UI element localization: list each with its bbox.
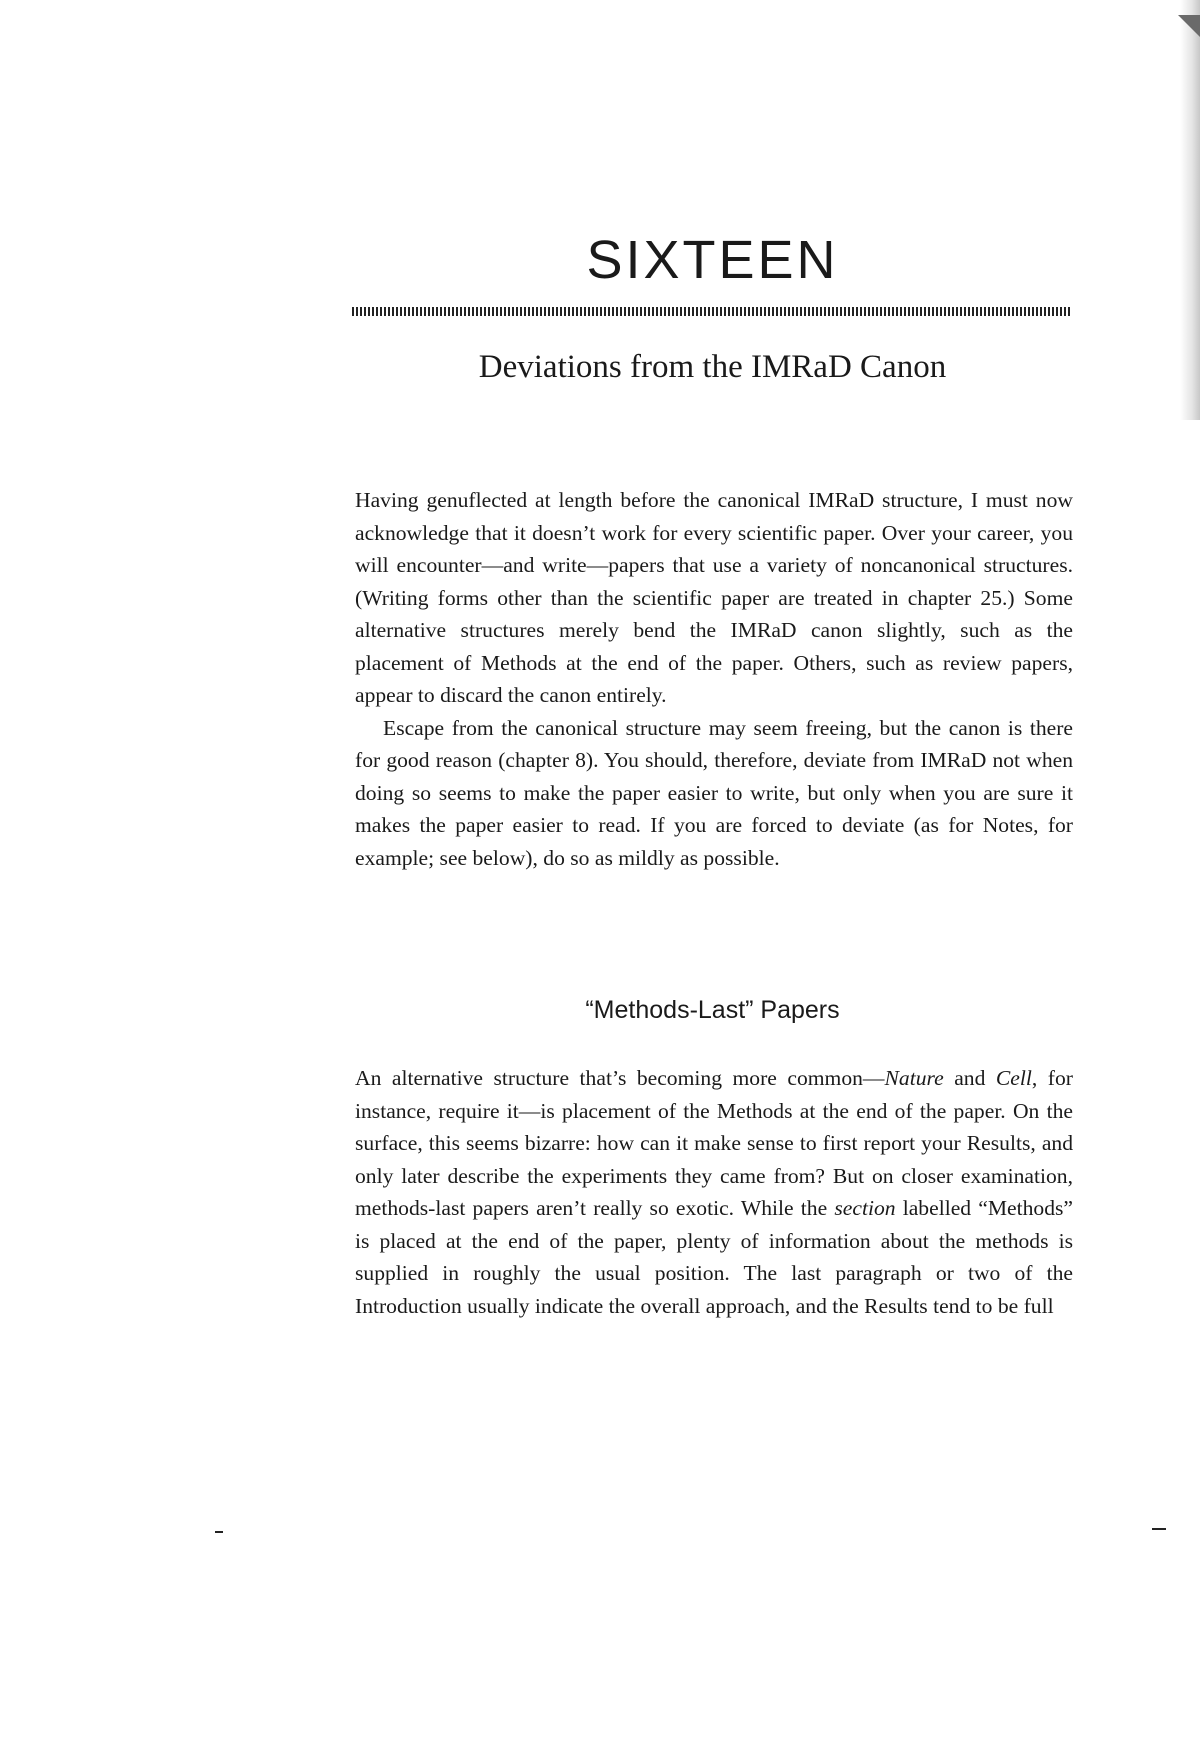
intro-paragraph-2: Escape from the canonical structure may seem freeing, but the canon is there for good reason (chapter 8). You should, therefore, deviate from IMRaD not when doing so seems to make the paper easier to write, but only when you are sure it makes the paper easier to read. If you are forced to deviate (as for Notes, for example; see below), do so as mildly as possible. [355, 715, 1073, 870]
chapter-number: SIXTEEN [586, 230, 839, 290]
methods-last-text [355, 1062, 1073, 1322]
page-corner-fold [1178, 15, 1200, 37]
text-run: , for instance, require it—is placement of the Methods at the end of the paper. On the surface, this seems bizarre: how can it make sense to first report your Results, and only later describe the experiments they came from? But on closer examination, methods-last papers aren’t really so exotic. While the [355, 1066, 1073, 1220]
text-run: labelled “Methods” is placed at the end of the paper, plenty of information about the methods is supplied in roughly the usual position. The last paragraph or two of the Introduction usually indicate the overall approach, and the Results tend to be full [355, 1196, 1073, 1318]
text-run: and [943, 1066, 996, 1090]
italic-journal-cell: Cell [995, 1066, 1032, 1090]
scan-mark-right [1152, 1528, 1166, 1530]
italic-emphasis-section: section [834, 1196, 896, 1220]
methods-last-paragraph [355, 1062, 1073, 1322]
intro-text [355, 484, 1073, 874]
section-heading-methods-last: “Methods-Last” Papers [585, 996, 840, 1024]
text-run: An alternative structure that’s becoming more common— [355, 1066, 885, 1090]
chapter-rule-divider [352, 307, 1072, 316]
chapter-title: Deviations from the IMRaD Canon [478, 349, 947, 385]
scan-mark-left [215, 1531, 223, 1533]
italic-journal-nature: Nature [884, 1066, 944, 1090]
intro-paragraph-1: Having genuflected at length before the canonical IMRaD structure, I must now acknowledge that it doesn’t work for every scientific paper. Over your career, you will encounter—and write—papers that use a variety of noncanonical structures. (Writing forms other than the scientific paper are treated in chapter 25.) Some alternative structures merely bend the IMRaD canon slightly, such as the placement of Methods at the end of the paper. Others, such as review papers, appear to discard the canon entirely. [355, 488, 1073, 707]
